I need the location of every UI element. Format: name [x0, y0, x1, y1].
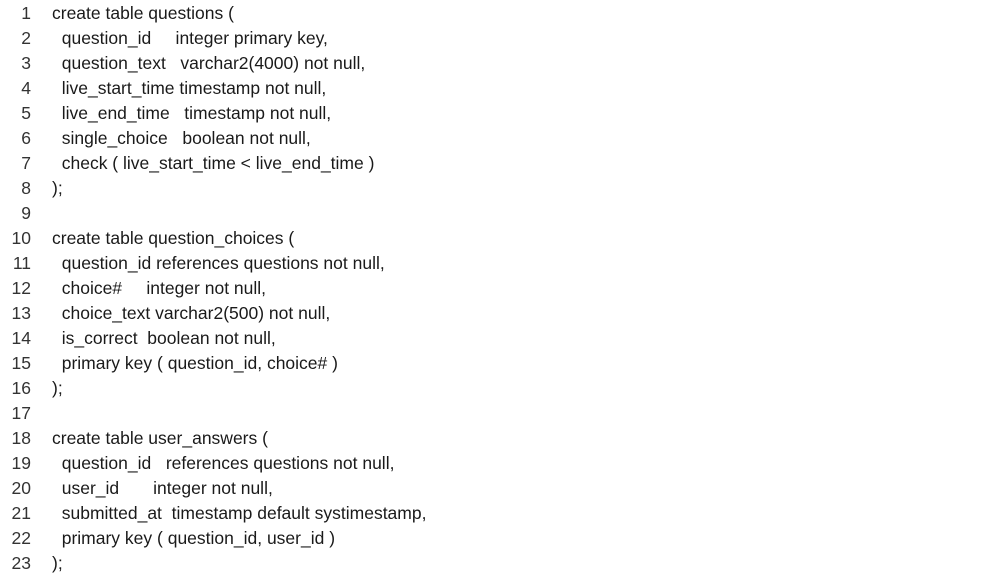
code-line: [0, 501, 1000, 526]
code-line: [0, 401, 1000, 426]
line-text[interactable]: is_correct boolean not null,: [52, 328, 276, 348]
line-number: 11: [12, 253, 31, 273]
line-text[interactable]: choice_text varchar2(500) not null,: [52, 303, 331, 323]
code-lines: [0, 1, 1000, 576]
line-number: 2: [21, 28, 31, 48]
line-text[interactable]: live_end_time timestamp not null,: [52, 103, 332, 123]
line-number: 22: [11, 528, 31, 548]
line-number: 1: [21, 3, 31, 23]
code-line: [0, 426, 1000, 451]
code-line: [0, 101, 1000, 126]
code-line: [0, 526, 1000, 551]
code-line: [0, 326, 1000, 351]
line-number: 3: [21, 53, 31, 73]
line-text[interactable]: submitted_at timestamp default systimestamp,: [52, 503, 427, 523]
code-line: [0, 151, 1000, 176]
line-text[interactable]: live_start_time timestamp not null,: [52, 78, 327, 98]
line-number: 10: [11, 228, 31, 248]
code-line: [0, 51, 1000, 76]
line-text[interactable]: single_choice boolean not null,: [52, 128, 311, 148]
line-text[interactable]: user_id integer not null,: [52, 478, 273, 498]
line-number: 13: [11, 303, 31, 323]
line-text[interactable]: check ( live_start_time < live_end_time ): [52, 153, 375, 173]
code-line: [0, 226, 1000, 251]
line-number: 17: [11, 403, 31, 423]
code-line: [0, 351, 1000, 376]
code-line: [0, 251, 1000, 276]
line-text[interactable]: );: [52, 378, 63, 398]
code-line: [0, 551, 1000, 576]
line-number: 12: [11, 278, 31, 298]
line-number: 21: [11, 503, 31, 523]
code-line: [0, 176, 1000, 201]
line-text[interactable]: choice# integer not null,: [52, 278, 267, 298]
code-line: [0, 201, 1000, 226]
line-text[interactable]: question_text varchar2(4000) not null,: [52, 53, 366, 73]
line-number: 9: [21, 203, 31, 223]
line-text[interactable]: question_id references questions not null,: [52, 253, 385, 273]
line-number: 14: [11, 328, 31, 348]
line-number: 20: [11, 478, 31, 498]
line-text[interactable]: create table questions (: [52, 3, 234, 23]
line-number: 23: [11, 553, 31, 573]
code-line: [0, 301, 1000, 326]
line-text[interactable]: create table user_answers (: [52, 428, 268, 448]
line-text[interactable]: create table question_choices (: [52, 228, 295, 248]
code-line: [0, 376, 1000, 401]
line-text[interactable]: question_id references questions not null,: [52, 453, 395, 473]
line-number: 8: [21, 178, 31, 198]
line-text[interactable]: );: [52, 178, 63, 198]
code-line: [0, 276, 1000, 301]
code-line: [0, 451, 1000, 476]
line-number: 5: [21, 103, 31, 123]
line-text[interactable]: );: [52, 553, 63, 573]
line-text[interactable]: primary key ( question_id, user_id ): [52, 528, 336, 548]
line-number: 6: [21, 128, 31, 148]
code-line: [0, 76, 1000, 101]
line-number: 19: [11, 453, 31, 473]
line-number: 7: [21, 153, 31, 173]
code-line: [0, 476, 1000, 501]
line-number: 16: [11, 378, 31, 398]
line-number: 18: [11, 428, 31, 448]
code-line: [0, 126, 1000, 151]
line-text[interactable]: question_id integer primary key,: [52, 28, 328, 48]
code-line: [0, 1, 1000, 26]
line-number: 15: [11, 353, 31, 373]
line-number: 4: [21, 78, 31, 98]
line-text[interactable]: primary key ( question_id, choice# ): [52, 353, 338, 373]
code-line: [0, 26, 1000, 51]
